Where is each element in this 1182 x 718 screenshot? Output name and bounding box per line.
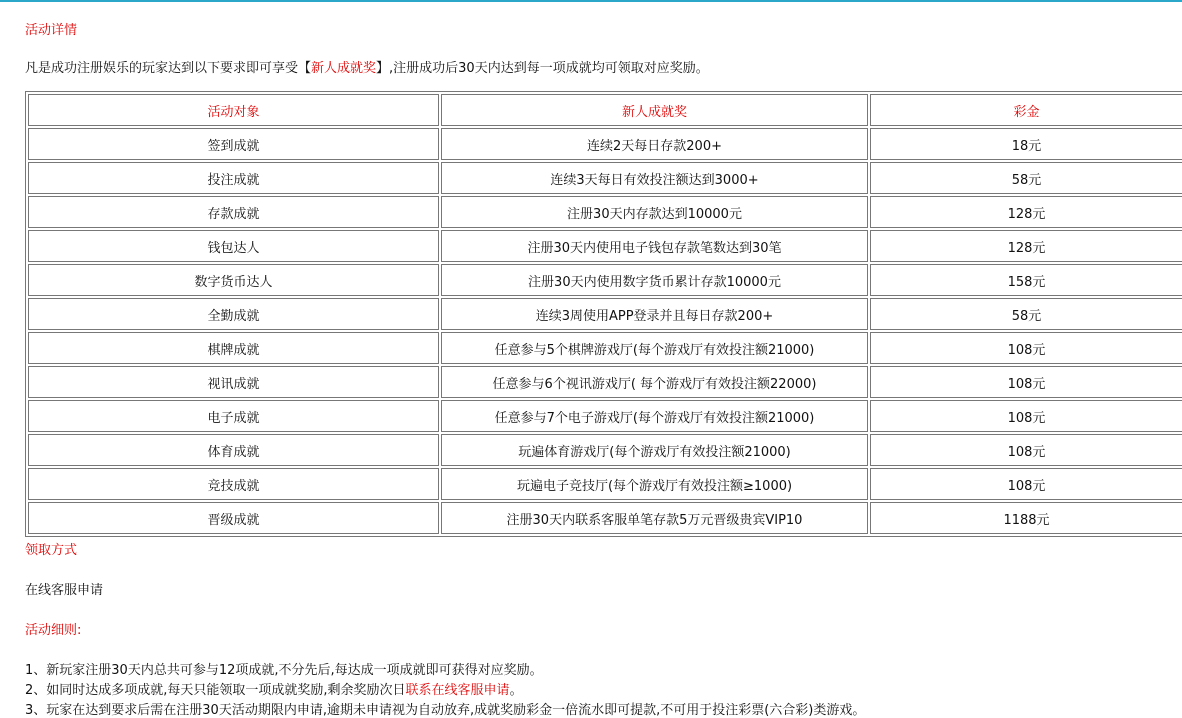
table-row [28,502,1182,534]
claim-title: 领取方式 [25,543,78,558]
rule-item [25,679,523,698]
cell-reward: 注册30天内联系客服单笔存款5万元晋级贵宾VIP10 [441,502,868,534]
cell-target: 全勤成就 [28,298,439,330]
cell-bonus: 108元 [870,468,1182,500]
cell-reward: 玩遍电子竞技厅(每个游戏厅有效投注额≥1000) [441,468,868,500]
header-reward: 新人成就奖 [441,94,868,126]
table-row [28,434,1182,466]
section-title: 活动详情 [25,23,78,38]
cell-bonus: 18元 [870,128,1182,160]
cell-target: 竞技成就 [28,468,439,500]
rule-item: 3、玩家在达到要求后需在注册30天活动期限内申请,逾期未申请视为自动放弃,成就奖励彩金一倍流水即可提款,不可用于投注彩票(六合彩)类游戏。 [25,703,866,718]
cell-bonus: 128元 [870,196,1182,228]
rule-item: 1、新玩家注册30天内总共可参与12项成就,不分先后,每达成一项成就即可获得对应奖励。 [25,663,543,678]
table-row [28,400,1182,432]
cell-reward: 注册30天内使用电子钱包存款笔数达到30笔 [441,230,868,262]
table-row [28,366,1182,398]
cell-reward: 注册30天内存款达到10000元 [441,196,868,228]
table-body [28,128,1182,534]
cell-target: 钱包达人 [28,230,439,262]
table-row [28,332,1182,364]
cell-bonus: 158元 [870,264,1182,296]
cell-bonus: 108元 [870,366,1182,398]
table-row [28,162,1182,194]
header-bonus: 彩金 [870,94,1182,126]
intro-text-after: 】,注册成功后30天内达到每一项成就均可领取对应奖励。 [376,61,709,76]
cell-target: 棋牌成就 [28,332,439,364]
contact-support-link[interactable]: 联系在线客服申请 [405,683,510,698]
cell-target: 晋级成就 [28,502,439,534]
rules-title: 活动细则: [25,623,82,638]
table-row [28,128,1182,160]
cell-bonus: 108元 [870,400,1182,432]
cell-reward: 连续3天每日有效投注额达到3000+ [441,162,868,194]
cell-bonus: 108元 [870,434,1182,466]
intro-text-before: 凡是成功注册娱乐的玩家达到以下要求即可享受【 [25,61,312,76]
table-row [28,196,1182,228]
rule-2-before: 2、如同时达成多项成就,每天只能领取一项成就奖励,剩余奖励次日 [25,683,406,698]
cell-target: 签到成就 [28,128,439,160]
cell-bonus: 108元 [870,332,1182,364]
cell-bonus: 1188元 [870,502,1182,534]
table-row [28,468,1182,500]
rule-2-after: 。 [509,683,523,698]
cell-reward: 任意参与6个视讯游戏厅( 每个游戏厅有效投注额22000) [441,366,868,398]
cell-reward: 玩遍体育游戏厅(每个游戏厅有效投注额21000) [441,434,868,466]
cell-reward: 注册30天内使用数字货币累计存款10000元 [441,264,868,296]
table-header-row [28,94,1182,126]
top-accent-line [0,0,1182,2]
cell-target: 存款成就 [28,196,439,228]
cell-reward: 任意参与5个棋牌游戏厅(每个游戏厅有效投注额21000) [441,332,868,364]
cell-bonus: 128元 [870,230,1182,262]
cell-target: 数字货币达人 [28,264,439,296]
cell-reward: 任意参与7个电子游戏厅(每个游戏厅有效投注额21000) [441,400,868,432]
table-row [28,298,1182,330]
header-target: 活动对象 [28,94,439,126]
cell-target: 投注成就 [28,162,439,194]
table-row [28,264,1182,296]
intro-paragraph [25,57,709,76]
cell-bonus: 58元 [870,298,1182,330]
cell-target: 体育成就 [28,434,439,466]
cell-target: 视讯成就 [28,366,439,398]
intro-highlight: 新人成就奖 [311,61,377,76]
claim-text: 在线客服申请 [25,583,104,598]
cell-reward: 连续2天每日存款200+ [441,128,868,160]
cell-bonus: 58元 [870,162,1182,194]
table-row [28,230,1182,262]
cell-reward: 连续3周使用APP登录并且每日存款200+ [441,298,868,330]
cell-target: 电子成就 [28,400,439,432]
achievement-table [25,91,1182,537]
